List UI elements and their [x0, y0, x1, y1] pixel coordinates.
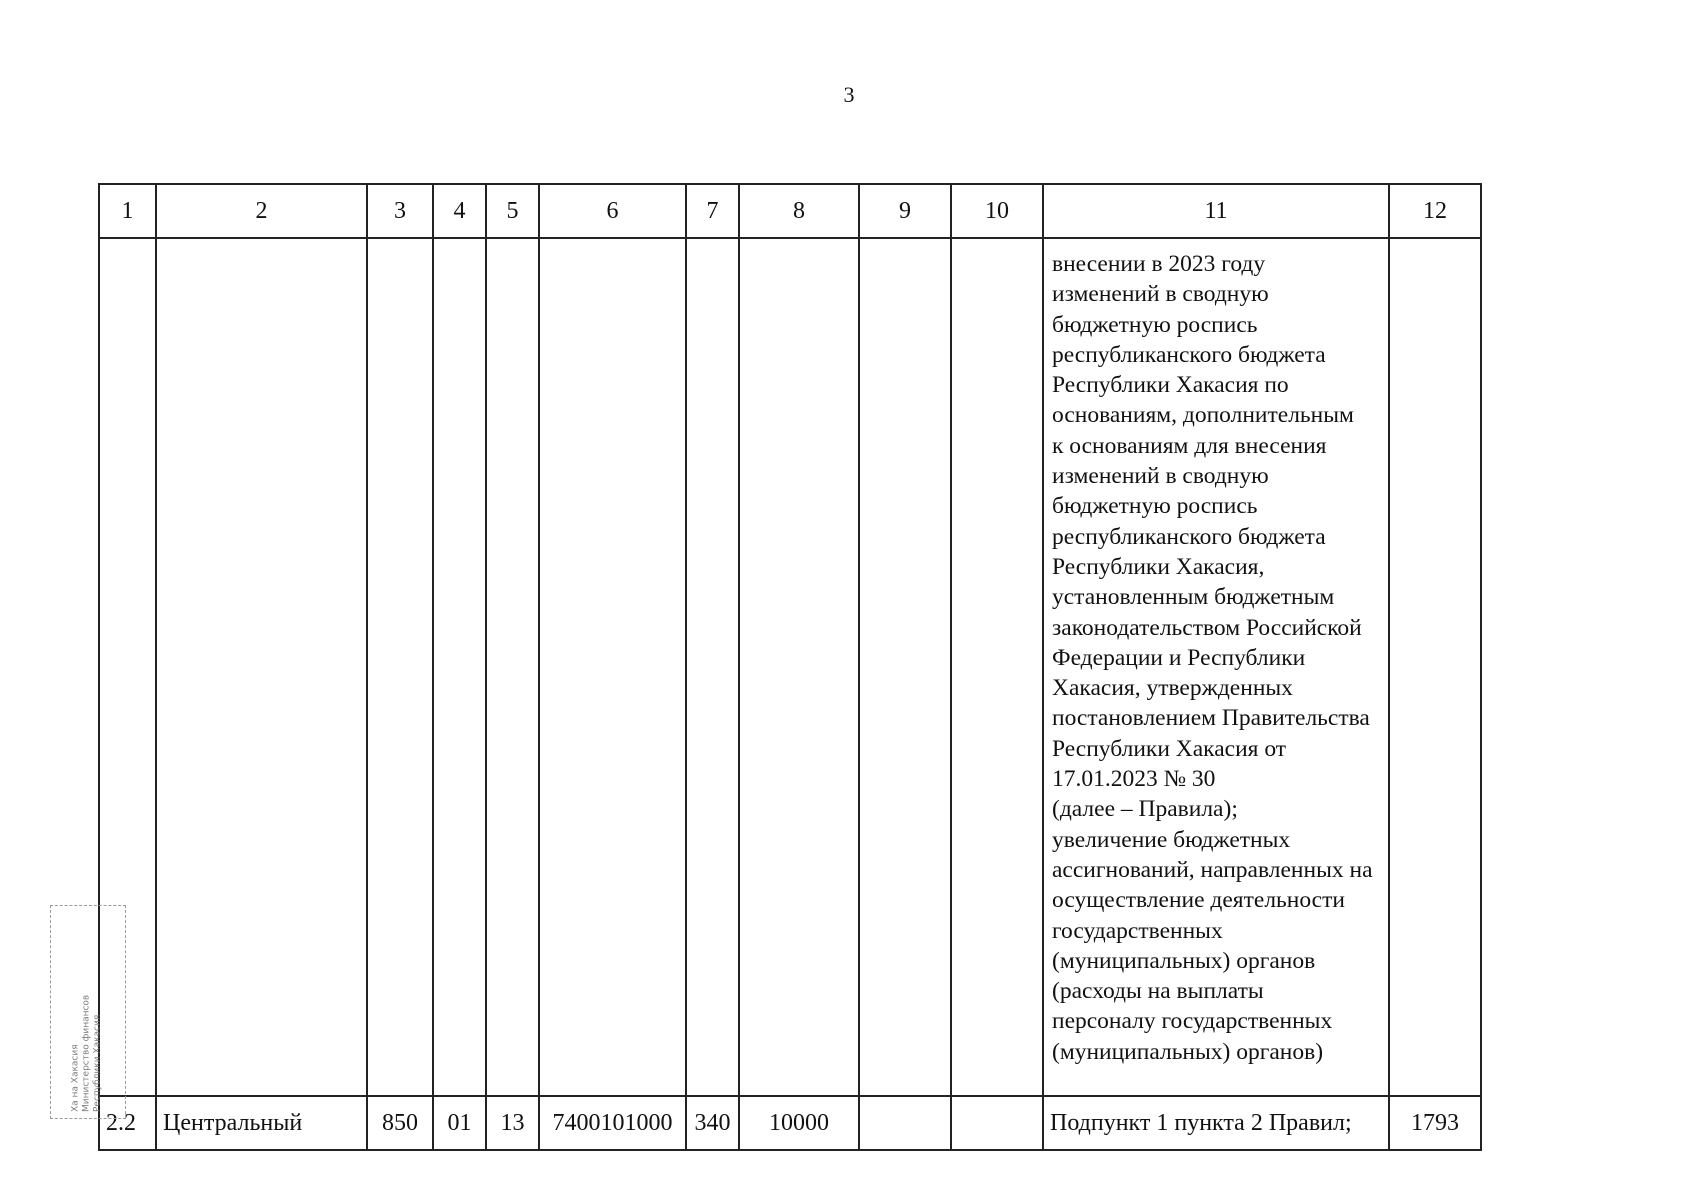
table-header-row	[99, 184, 1481, 238]
basis-cell: Подпункт 1 пункта 2 Правил;	[1043, 1096, 1389, 1150]
note-line: Хакасия, утвержденных	[1052, 675, 1293, 702]
note-line: республиканского бюджета	[1052, 523, 1326, 550]
empty-cell	[951, 1096, 1043, 1150]
note-line: (муниципальных) органов)	[1052, 1038, 1324, 1065]
continuation-note-cell	[1043, 238, 1389, 1096]
header-cell-7: 7	[686, 184, 739, 238]
recipient-cell: Центральный	[156, 1096, 367, 1150]
note-line: ассигнований, направленных на	[1052, 856, 1373, 883]
note-line: бюджетную роспись	[1052, 311, 1258, 338]
note-line: осуществление деятельности	[1052, 887, 1345, 914]
header-cell-12: 12	[1389, 184, 1481, 238]
note-line: республиканского бюджета	[1052, 341, 1326, 368]
note-line: Федерации и Республики	[1052, 644, 1306, 671]
subsection-code-cell: 13	[486, 1096, 539, 1150]
budget-table	[98, 183, 1482, 1151]
header-cell-8: 8	[739, 184, 859, 238]
note-line: Республики Хакасия от	[1052, 735, 1287, 762]
reference-number-cell: 1793	[1389, 1096, 1481, 1150]
note-line: изменений в сводную	[1052, 463, 1269, 490]
header-cell-2: 2	[156, 184, 367, 238]
registration-stamp	[50, 905, 126, 1119]
empty-cell	[1389, 238, 1481, 1096]
empty-cell	[539, 238, 686, 1096]
stamp-line: Республики Хакасия	[92, 1014, 103, 1112]
note-line: Республики Хакасия,	[1052, 553, 1265, 580]
page-number: 3	[843, 82, 855, 107]
note-line: (далее – Правила);	[1052, 796, 1238, 823]
empty-cell	[951, 238, 1043, 1096]
note-line: постановлением Правительства	[1052, 705, 1370, 732]
note-line: изменений в сводную	[1052, 281, 1269, 308]
note-line: законодательством Российской	[1052, 614, 1362, 641]
empty-cell	[367, 238, 433, 1096]
continuation-row	[99, 238, 1481, 1096]
header-cell-10: 10	[951, 184, 1043, 238]
note-line: (расходы на выплаты	[1052, 978, 1264, 1005]
note-line: установленным бюджетным	[1052, 584, 1335, 611]
empty-cell	[739, 238, 859, 1096]
empty-cell	[686, 238, 739, 1096]
stamp-line: Ха на Хакасия	[70, 1044, 81, 1112]
table-row	[99, 1096, 1481, 1150]
header-cell-9: 9	[859, 184, 951, 238]
empty-cell	[486, 238, 539, 1096]
header-cell-11: 11	[1043, 184, 1389, 238]
row-number-cell: 2.2	[99, 1096, 156, 1150]
note-line: персоналу государственных	[1052, 1008, 1333, 1035]
note-line: (муниципальных) органов	[1052, 947, 1316, 974]
note-line: увеличение бюджетных	[1052, 826, 1291, 853]
header-cell-1: 1	[99, 184, 156, 238]
stamp-line: Министерство финансов	[81, 994, 92, 1112]
empty-cell	[433, 238, 486, 1096]
note-line: Республики Хакасия по	[1052, 372, 1289, 399]
expense-type-code-cell: 340	[686, 1096, 739, 1150]
empty-cell	[859, 238, 951, 1096]
note-line: государственных	[1052, 917, 1223, 944]
target-item-code-cell: 7400101000	[539, 1096, 686, 1150]
amount-cell: 10000	[739, 1096, 859, 1150]
section-code-cell: 01	[433, 1096, 486, 1150]
empty-cell	[156, 238, 367, 1096]
header-cell-5: 5	[486, 184, 539, 238]
note-line: бюджетную роспись	[1052, 493, 1258, 520]
header-cell-3: 3	[367, 184, 433, 238]
header-cell-4: 4	[433, 184, 486, 238]
ministry-code-cell: 850	[367, 1096, 433, 1150]
note-line: к основаниям для внесения	[1052, 432, 1327, 459]
note-line: основаниям, дополнительным	[1052, 402, 1354, 429]
note-line: внесении в 2023 году	[1052, 251, 1266, 277]
note-line: 17.01.2023 № 30	[1052, 766, 1216, 793]
header-cell-6: 6	[539, 184, 686, 238]
empty-cell	[859, 1096, 951, 1150]
